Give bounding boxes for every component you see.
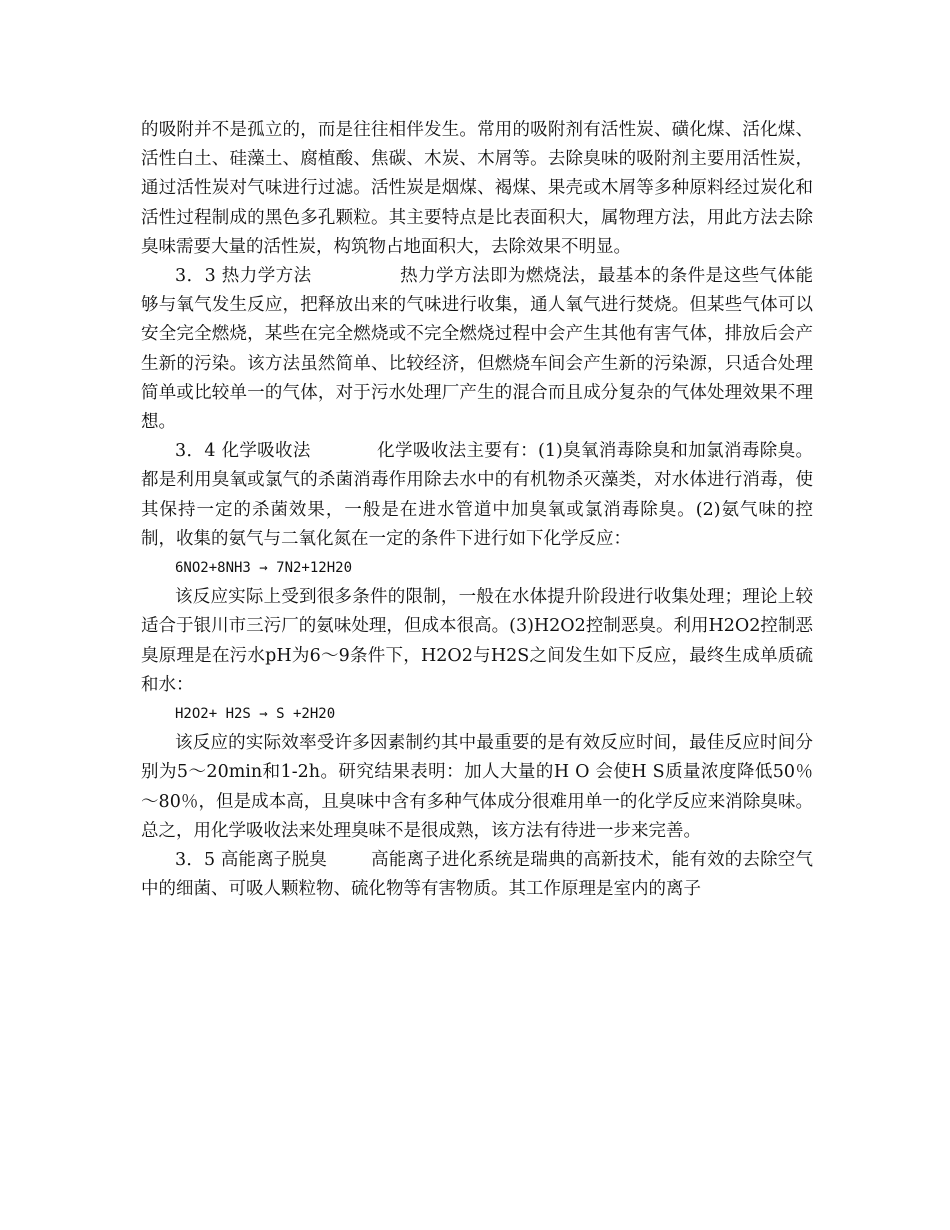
document-page (141, 116, 813, 904)
equation-h2o2-reaction: H2O2+ H2S → S +2H20 (175, 706, 336, 723)
section-3-5-body: 高能离子进化系统是瑞典的高新技术，能有效的去除空气中的细菌、可吸人颗粒物、硫化物等有害物质。其工作原理是室内的离子 (141, 850, 813, 900)
paragraph-after-ammonia-equation: 该反应实际上受到很多条件的限制，一般在水体提升阶段进行收集处理；理论上较适合于银川市三污厂的氨味处理，但成本很高。(3)H2O2控制恶臭。利用H2O2控制恶臭原理是在污水pH为6～9条件下，H2O2与H2S之间发生如下反应，最终生成单质硫和水： (141, 587, 813, 695)
section-3-5-heading: 3．5 高能离子脱臭 (175, 850, 327, 871)
section-3-4-heading: 3．4 化学吸收法 (175, 441, 311, 462)
paragraph-adsorption-continued: 的吸附并不是孤立的，而是往往相伴发生。常用的吸附剂有活性炭、磺化煤、活化煤、活性白土、硅藻土、腐植酸、焦碳、木炭、木屑等。去除臭味的吸附剂主要用活性炭，通过活性炭对气味进行过滤。活性炭是烟煤、褐煤、果壳或木屑等多种原料经过炭化和活性过程制成的黑色多孔颗粒。其主要特点是比表面积大，属物理方法，用此方法去除臭味需要大量的活性炭，构筑物占地面积大，去除效果不明显。 (141, 120, 813, 257)
section-3-4-paragraph (141, 437, 813, 554)
section-3-3-heading: 3．3 热力学方法 (175, 266, 312, 287)
section-3-3-body: 热力学方法即为燃烧法，最基本的条件是这些气体能够与氧气发生反应，把释放出来的气味进行收集，通人氧气进行焚烧。但某些气体可以安全完全燃烧，某些在完全燃烧或不完全燃烧过程中会产生其他有害气体，排放后会产生新的污染。该方法虽然简单、比较经济，但燃烧车间会产生新的污染源，只适合处理简单或比较单一的气体，对于污水处理厂产生的混合而且成分复杂的气体处理效果不理想。 (141, 266, 813, 433)
section-3-5-paragraph (141, 846, 813, 904)
section-3-4-body: 化学吸收法主要有：(1)臭氧消毒除臭和加氯消毒除臭。都是利用臭氧或氯气的杀菌消毒作用除去水中的有机物杀灭藻类，对水体进行消毒，使其保持一定的杀菌效果，一般是在进水管道中加臭氧或氯消毒除臭。(2)氨气味的控制，收集的氨气与二氧化氮在一定的条件下进行如下化学反应： (141, 441, 813, 549)
paragraph-after-h2o2-equation: 该反应的实际效率受许多因素制约其中最重要的是有效反应时间，最佳反应时间分别为5～20min和1-2h。研究结果表明：加人大量的H O 会使H S质量浓度降低50％～80％，但是成本高，且臭味中含有多种气体成分很难用单一的化学反应来消除臭味。总之，用化学吸收法来处理臭味不是很成熟，该方法有待进一步来完善。 (141, 733, 813, 841)
section-3-3-paragraph (141, 262, 813, 437)
equation-ammonia-reaction: 6NO2+8NH3 → 7N2+12H20 (175, 560, 353, 577)
